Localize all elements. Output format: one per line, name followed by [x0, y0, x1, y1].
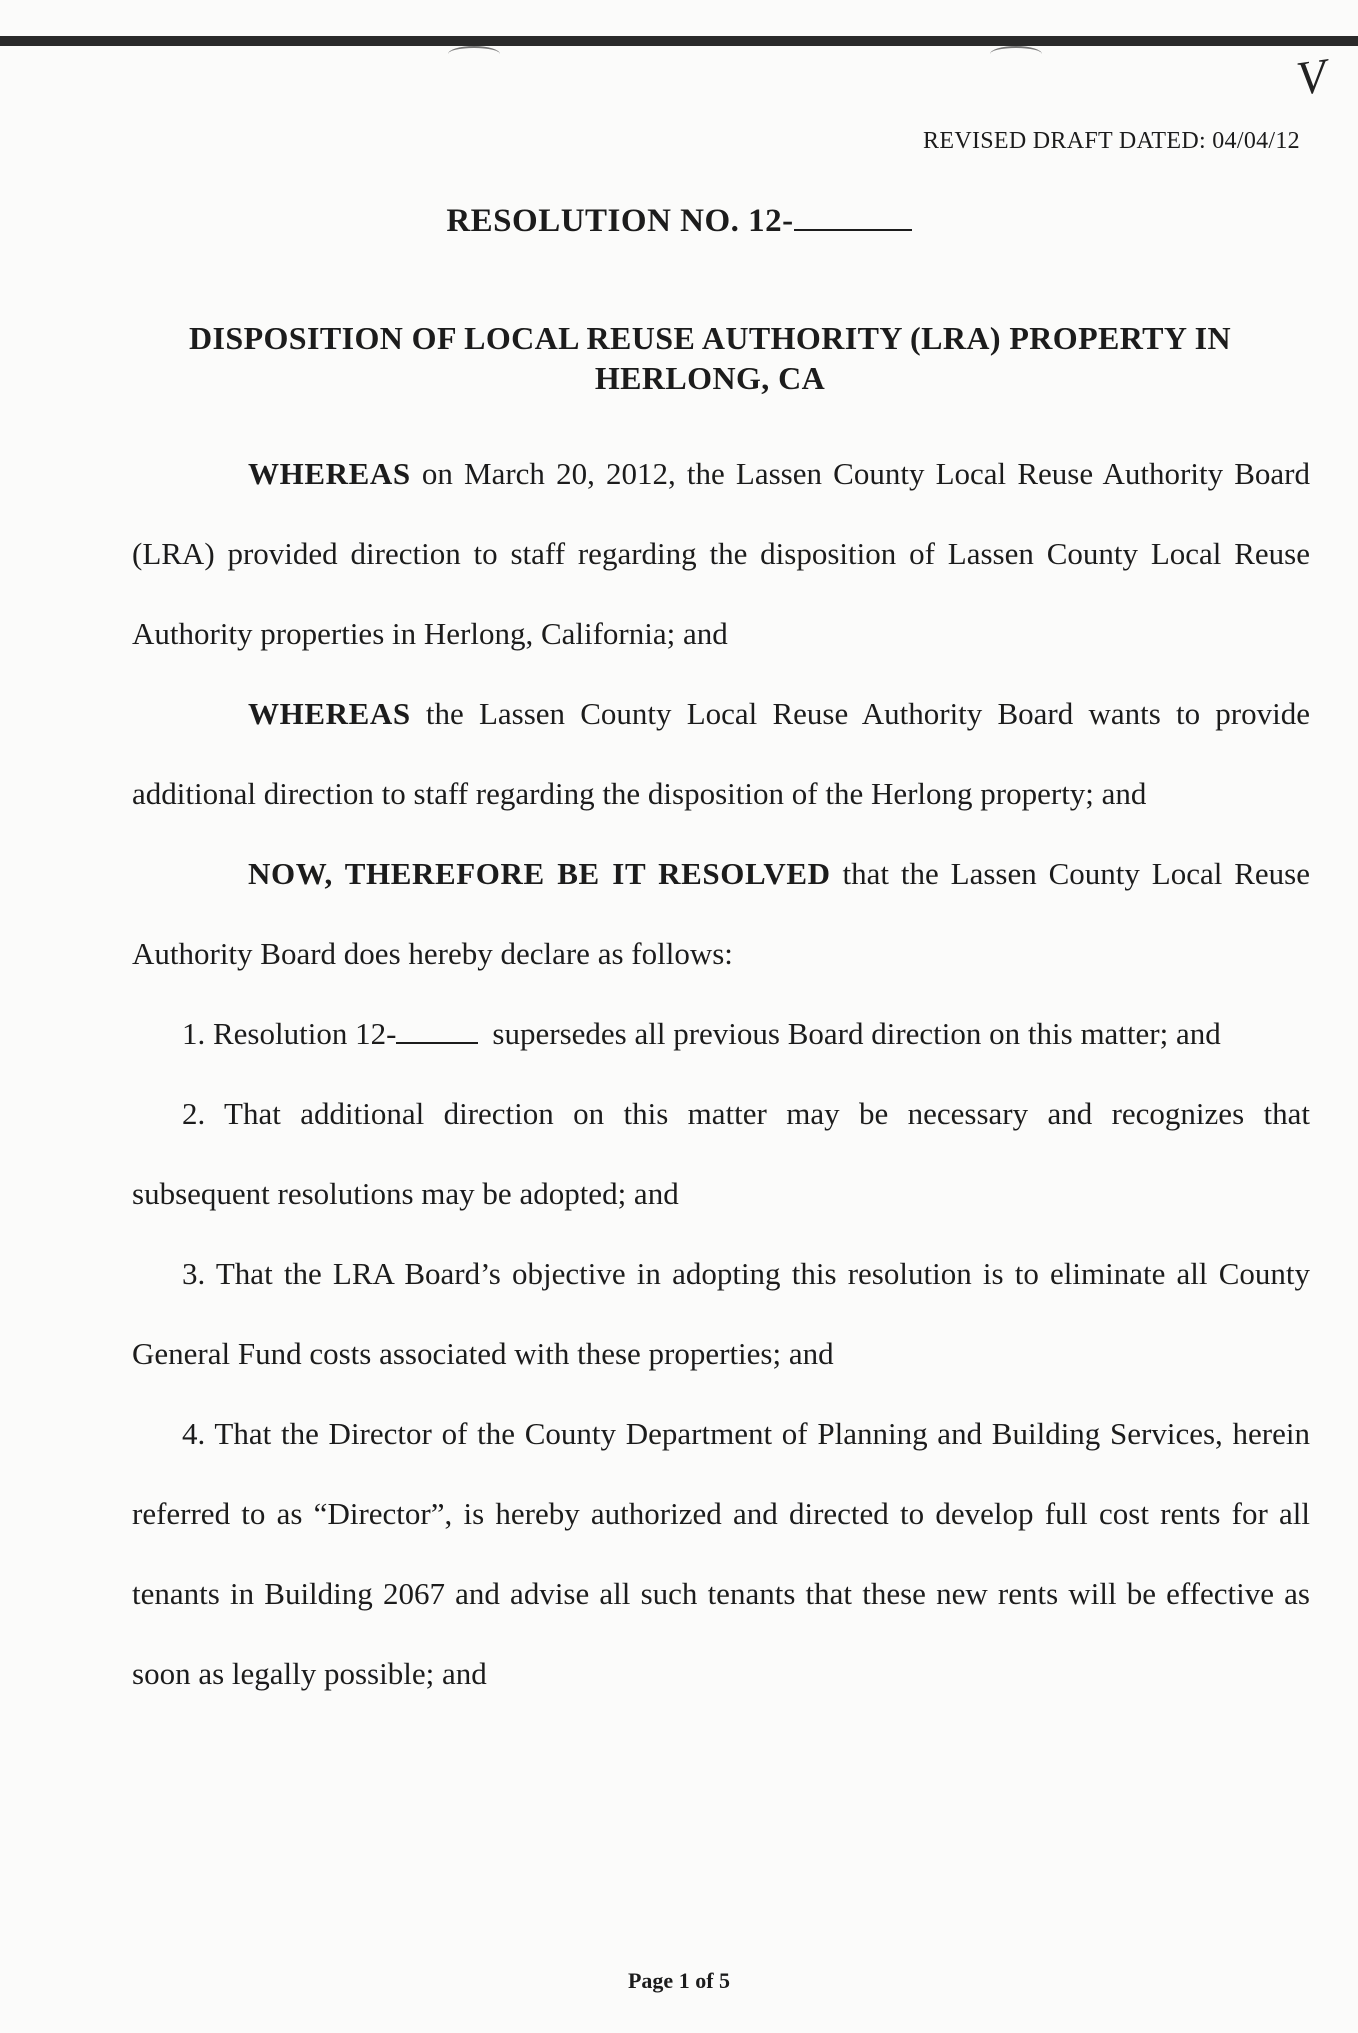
whereas-keyword: WHEREAS [248, 696, 411, 731]
resolution-item-2: 2. That additional direction on this matter may be necessary and recognizes that subsequent resolutions may be adopted; and [132, 1096, 1310, 1211]
paragraph-text: the Lassen County Local Reuse Authority Board wants to provide additional direction to staff regarding the disposition of the Herlong property; and [132, 696, 1310, 811]
resolution-number-blank [396, 1022, 478, 1044]
draft-date: REVISED DRAFT DATED: 04/04/12 [923, 128, 1300, 154]
item-text: supersedes all previous Board direction on this matter; and [492, 1016, 1221, 1051]
resolution-item-4: 4. That the Director of the County Department of Planning and Building Services, herein referred to as “Director”, is hereby authorized and directed to develop full cost rents for all tenants in Building 2067 and advise all such tenants that these new rents will be effective as soon as legally possible; and [132, 1416, 1310, 1691]
item-text: 1. Resolution 12- [182, 1016, 397, 1051]
whereas-paragraph-1 [132, 434, 1310, 674]
paragraph-text: on March 20, 2012, the Lassen County Local Reuse Authority Board (LRA) provided direction to staff regarding the disposition of Lassen County Local Reuse Authority properties in Herlong, California; and [132, 456, 1310, 651]
document-body [132, 434, 1310, 1714]
whereas-keyword: WHEREAS [248, 456, 411, 491]
resolution-item-3: 3. That the LRA Board’s objective in adopting this resolution is to eliminate all County General Fund costs associated with these properties; and [132, 1256, 1310, 1371]
binder-hole-mark [448, 46, 500, 62]
binder-hole-mark [990, 46, 1042, 62]
resolution-number-blank [794, 205, 912, 231]
heading-line-1: DISPOSITION OF LOCAL REUSE AUTHORITY (LRA) PROPERTY IN [189, 320, 1231, 356]
handwritten-mark: V [1293, 49, 1330, 106]
heading-line-2: HERLONG, CA [594, 360, 826, 396]
paragraph-text: that the Lassen County Local Reuse Authority Board does hereby declare as follows: [132, 856, 1310, 971]
page-number: Page 1 of 5 [627, 1968, 731, 1993]
document-heading [130, 318, 1290, 398]
resolved-paragraph [132, 834, 1310, 994]
resolution-item-1 [132, 994, 1310, 1074]
resolution-title [0, 203, 1358, 240]
whereas-paragraph-2 [132, 674, 1310, 834]
resolved-keyword: NOW, THEREFORE BE IT RESOLVED [248, 856, 831, 891]
scan-top-edge [0, 36, 1358, 46]
resolution-number-label: RESOLUTION NO. 12- [446, 203, 794, 239]
